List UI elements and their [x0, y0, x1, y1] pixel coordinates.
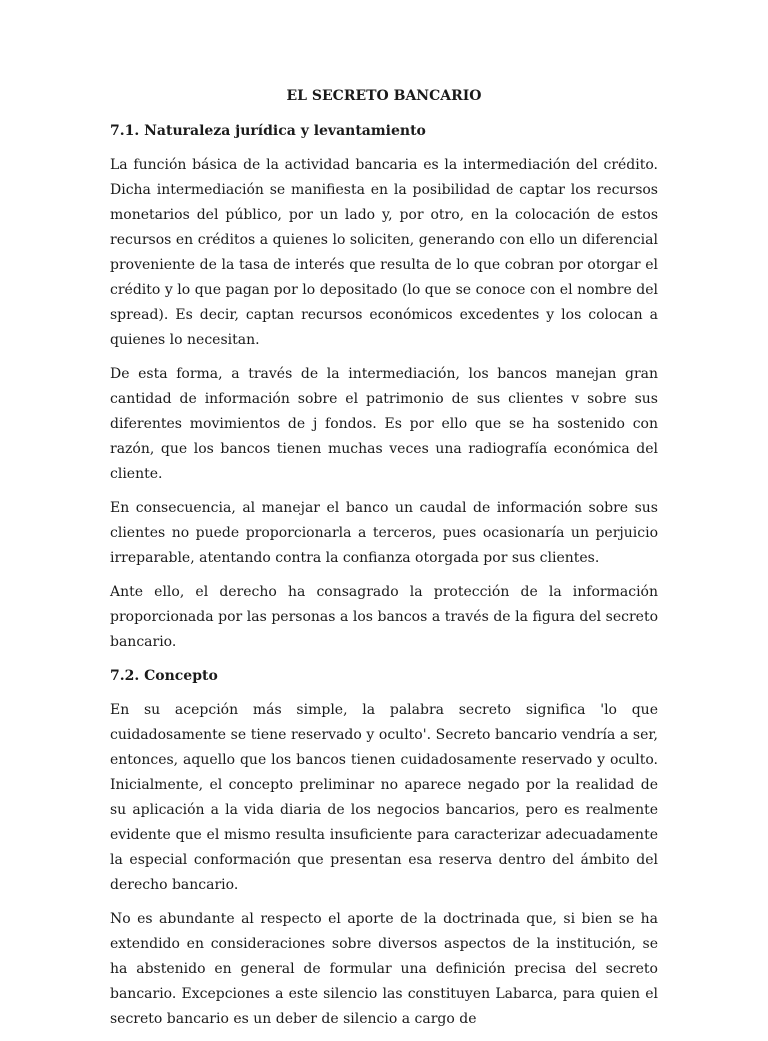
- paragraph: No es abundante al respecto el aporte de la doctrinada que, si bien se ha extendido en consideraciones sobre diversos aspectos de la institución, se ha abstenido en general de formular una definición precisa del secreto bancario. Excepciones a este silencio las constituyen Labarca, para quien el secreto bancario es un deber de silencio a cargo de: [110, 911, 658, 1027]
- paragraph: La función básica de la actividad bancaria es la intermediación del crédito. Dicha intermediación se manifiesta en la posibilidad de captar los recursos monetarios del público, por un lado y, por otro, en la colocación de estos recursos en créditos a quienes lo soliciten, generando con ello un diferencial proveniente de la tasa de interés que resulta de lo que cobran por otorgar el crédito y lo que pagan por lo depositado (lo que se conoce con el nombre del spread). Es decir, captan recursos económicos excedentes y los colocan a quienes lo necesitan.: [110, 157, 658, 348]
- section-heading: 7.2. Concepto: [110, 668, 218, 684]
- document-page: [110, 84, 658, 1041]
- paragraph: Ante ello, el derecho ha consagrado la protección de la información proporcionada por las personas a los bancos a través de la figura del secreto bancario.: [110, 584, 658, 650]
- document-title: EL SECRETO BANCARIO: [286, 88, 482, 104]
- paragraph: En su acepción más simple, la palabra secreto significa 'lo que cuidadosamente se tiene reservado y oculto'. Secreto bancario vendría a ser, entonces, aquello que los bancos tienen cuidadosamente reservado y oculto. Inicialmente, el concepto preliminar no aparece negado por la realidad de su aplicación a la vida diaria de los negocios bancarios, pero es realmente evidente que el mismo resulta insuficiente para caracterizar adecuadamente la especial conformación que presentan esa reserva dentro del ámbito del derecho bancario.: [110, 702, 658, 893]
- paragraph: En consecuencia, al manejar el banco un caudal de información sobre sus clientes no puede proporcionarla a terceros, pues ocasionaría un perjuicio irreparable, atentando contra la confianza otorgada por sus clientes.: [110, 500, 658, 566]
- section-naturaleza-juridica: [110, 119, 658, 655]
- section-heading: 7.1. Naturaleza jurídica y levantamiento: [110, 123, 426, 139]
- paragraph: De esta forma, a través de la intermediación, los bancos manejan gran cantidad de información sobre el patrimonio de sus clientes v sobre sus diferentes movimientos de j fondos. Es por ello que se ha sostenido con razón, que los bancos tienen muchas veces una radiografía económica del cliente.: [110, 366, 658, 482]
- section-concepto: [110, 664, 658, 1032]
